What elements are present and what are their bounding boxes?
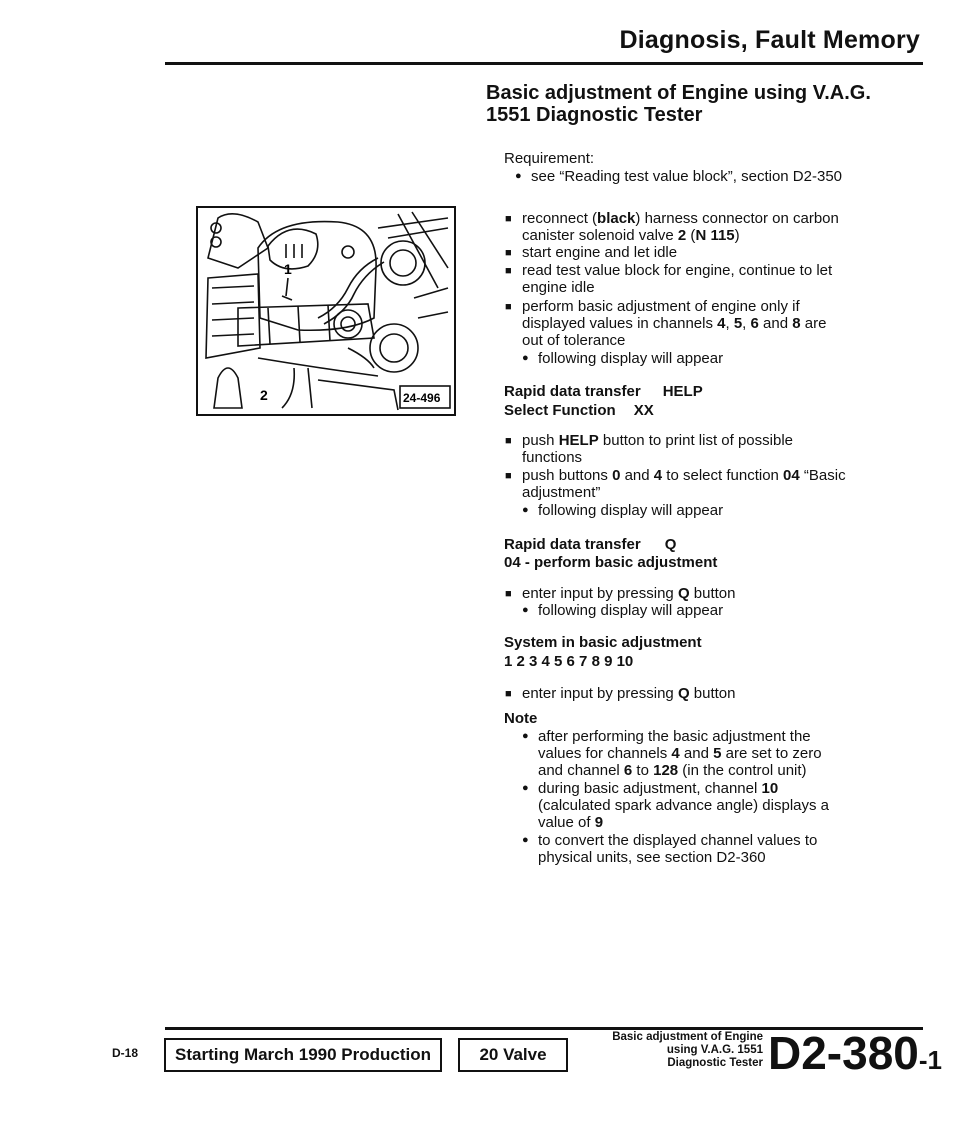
note-label: Note (504, 710, 538, 727)
note-item-1: ● after performing the basic adjustment the (538, 728, 811, 745)
engine-illustration (196, 206, 456, 416)
display3-line2: 1 2 3 4 5 6 7 8 9 10 (504, 653, 634, 670)
step-read-block-cont: engine idle (522, 279, 595, 296)
production-box: Starting March 1990 Production (164, 1038, 442, 1072)
page-number (768, 1028, 942, 1085)
step-push-help-cont: functions (522, 449, 583, 466)
step-push-buttons-cont: adjustment” (522, 484, 601, 501)
engine-drawing (198, 208, 454, 414)
note-item-1-cont: values for channels 4 and 5 are set to zero (538, 745, 822, 762)
page-reference: D-18 (112, 1046, 139, 1060)
step-start-engine: ■ start engine and let idle (522, 244, 677, 261)
page-number-main: D2-380 (768, 1027, 919, 1079)
step-push-buttons: ■ push buttons 0 and 4 to select function 04 “Basic (522, 467, 846, 484)
requirement-item: ● see “Reading test value block”, section D2-350 (531, 168, 842, 185)
section-title-line1: Basic adjustment of Engine using V.A.G. (486, 82, 871, 104)
display3-line1: System in basic adjustment (504, 634, 702, 651)
display1-line1: Rapid data transfer HELP (504, 383, 703, 400)
valve-box: 20 Valve (458, 1038, 568, 1072)
step-reconnect: ■ reconnect (black) harness connector on carbon (522, 210, 839, 227)
step-following-1: ● following display will appear (538, 350, 723, 367)
note-item-2: ● during basic adjustment, channel 10 (538, 780, 778, 797)
step-following-3: ● following display will appear (538, 602, 723, 619)
page-header-title: Diagnosis, Fault Memory (619, 26, 920, 54)
note-item-1-cont2: and channel 6 to 128 (in the control unit) (538, 762, 807, 779)
step-perform-cont2: out of tolerance (522, 332, 626, 349)
step-enter-q: ■ enter input by pressing Q button (522, 585, 735, 602)
step-perform: ■ perform basic adjustment of engine only if (522, 298, 800, 315)
page-number-suffix: -1 (918, 1045, 942, 1075)
requirement-label: Requirement: (504, 150, 595, 167)
note-item-2-cont2: value of 9 (538, 814, 604, 831)
footer-subject-line2: using V.A.G. 1551 (666, 1044, 763, 1056)
footer-subject-line3: Diagnostic Tester (667, 1057, 763, 1069)
display2-line1: Rapid data transfer Q (504, 536, 677, 553)
step-push-help: ■ push HELP button to print list of possible (522, 432, 793, 449)
display2-line2: 04 - perform basic adjustment (504, 554, 718, 571)
footer-subject (581, 1031, 763, 1070)
step-perform-cont: displayed values in channels 4, 5, 6 and 8 are (522, 315, 827, 332)
footer-subject-line1: Basic adjustment of Engine (612, 1031, 763, 1043)
display1-line2: Select Function XX (504, 402, 654, 419)
step-read-block: ■ read test value block for engine, continue to let (522, 262, 832, 279)
note-item-2-cont: (calculated spark advance angle) displays a (538, 797, 829, 814)
section-title-line2: 1551 Diagnostic Tester (486, 104, 703, 126)
step-enter-q-2: ■ enter input by pressing Q button (522, 685, 735, 702)
section-title (486, 82, 871, 126)
header-divider (165, 62, 923, 65)
figure-code: 24-496 (403, 391, 441, 405)
step-reconnect-cont: canister solenoid valve 2 (N 115) (522, 227, 740, 244)
note-item-3-cont: physical units, see section D2-360 (538, 849, 766, 866)
figure-label-2: 2 (260, 387, 268, 403)
step-following-2: ● following display will appear (538, 502, 723, 519)
note-item-3: ● to convert the displayed channel values to (538, 832, 817, 849)
figure-label-1: 1 (284, 261, 292, 277)
